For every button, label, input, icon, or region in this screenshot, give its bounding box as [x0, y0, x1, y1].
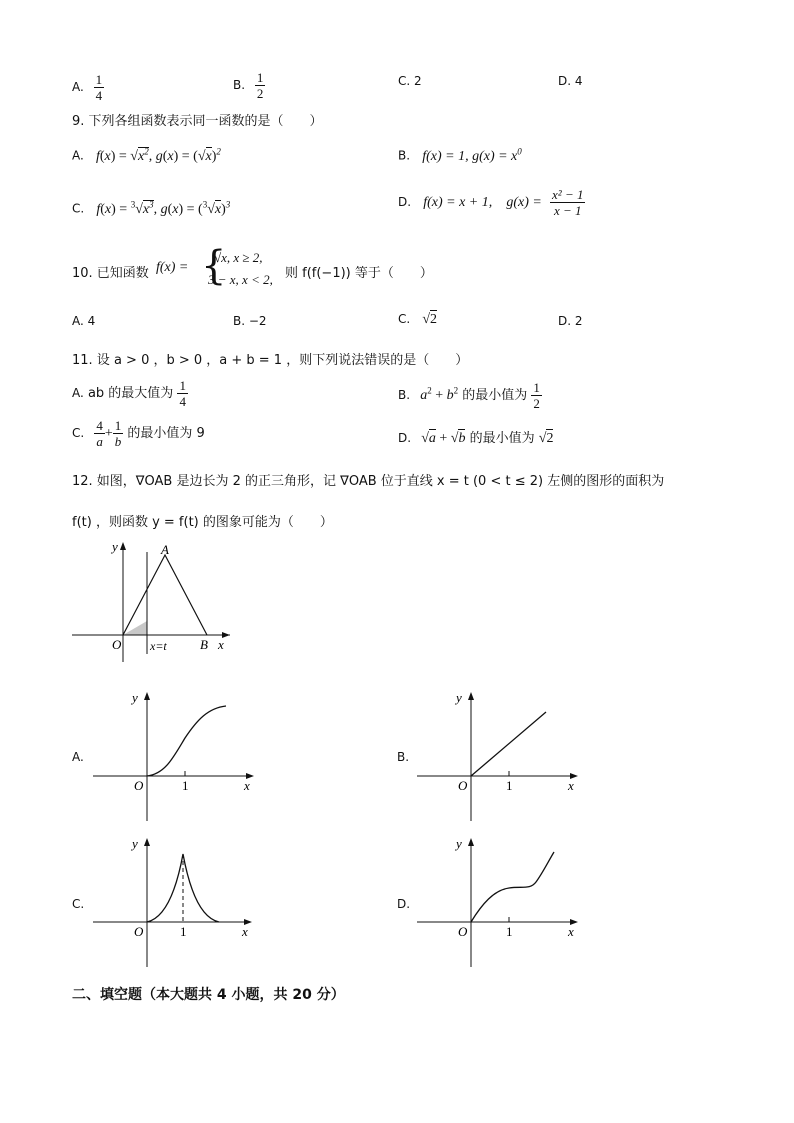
- q11-option-b: B. $a^2 + b^2$ 的最小值为 $\frac{1}{2}$: [398, 380, 540, 411]
- q9-option-b: B. f(x) = 1, $g(x) = x^0$: [398, 146, 522, 164]
- fig-label-a: A: [161, 542, 169, 557]
- q10-option-c: C. √2: [398, 312, 438, 327]
- label-y: y: [132, 690, 138, 705]
- label-1: 1: [506, 778, 513, 793]
- fig-label-b: B: [200, 637, 208, 652]
- q8-option-a: A. $\frac{1}{4}$: [72, 72, 103, 103]
- q9-stem: 9. 下列各组函数表示同一函数的是（ ）: [72, 114, 323, 129]
- fig-label-y: y: [112, 539, 118, 554]
- q12-option-a-label: A.: [72, 750, 84, 764]
- fig-label-line: x=t: [150, 639, 167, 653]
- y-axis-arrow-icon: [468, 692, 474, 700]
- q10-option-d: D. 2: [558, 314, 583, 328]
- y-axis-arrow-icon: [120, 542, 126, 550]
- q11-option-a: A. ab 的最大值为 $\frac{1}{4}$: [72, 378, 186, 409]
- q8-option-c: C. 2: [398, 74, 422, 88]
- q10-fx: f(x) =: [156, 260, 189, 275]
- q12-triangle-figure: [68, 538, 238, 663]
- section-2-heading: 二、填空题（本大题共 4 小题，共 20 分）: [72, 987, 345, 1003]
- q10-option-a: A. 4: [72, 314, 96, 328]
- q12-option-c-label: C.: [72, 897, 85, 911]
- q12-option-b-label: B.: [397, 750, 410, 764]
- curve-d: [471, 852, 554, 922]
- q12-graph-b: [414, 686, 584, 826]
- q12-stem-2: f(t) ，则函数 y = f(t) 的图象可能为（ ）: [72, 515, 333, 530]
- y-axis-arrow-icon: [468, 838, 474, 846]
- q8-option-b: B. $\frac{1}{2}$: [233, 70, 264, 101]
- fig-label-o: O: [112, 637, 122, 652]
- label-x: x: [242, 924, 248, 939]
- q10-case-2: 3 − x, x < 2,: [208, 272, 273, 287]
- q12-graph-a: [90, 686, 260, 826]
- q10-brace: {: [201, 243, 227, 289]
- label-1: 1: [182, 778, 189, 793]
- q12-option-d-label: D.: [397, 897, 411, 911]
- curve-a: [147, 706, 226, 776]
- label-x: x: [244, 778, 250, 793]
- q9-option-c: C. $f(x) = ^3√x^3$, $g(x) = (^3√x)^3$: [72, 199, 231, 217]
- q9-option-a: A. $f(x) = √x^2$, $g(x) = (√x)^2$: [72, 146, 221, 164]
- q11-option-d: D. √a + √b 的最小值为 √2: [398, 431, 554, 446]
- label-y: y: [132, 836, 138, 851]
- q10-tail: 则 f(f(−1)) 等于（ ）: [285, 266, 433, 281]
- q9-option-d: D. f(x) = x + 1, g(x) = $\frac{\text{x² − 1}}{x - 1}$: [398, 187, 584, 218]
- label-o: O: [458, 778, 468, 793]
- line-b: [471, 712, 546, 776]
- q11-option-c: C. $\frac{4}{a}$ + $\frac{1}{b}$ 的最小值为 9: [72, 418, 205, 449]
- q12-graph-d: [414, 832, 584, 972]
- q10-case-1: √x, x ≥ 2,: [214, 250, 263, 265]
- fig-label-x: x: [218, 637, 224, 652]
- q8-option-d: D. 4: [558, 74, 583, 88]
- label-1: 1: [180, 924, 187, 939]
- label-x: x: [568, 924, 574, 939]
- label-o: O: [458, 924, 468, 939]
- label-y: y: [456, 690, 462, 705]
- label-y: y: [456, 836, 462, 851]
- q10-option-b: B. −2: [233, 314, 267, 328]
- label-o: O: [134, 924, 144, 939]
- triangle-oab: [123, 555, 207, 635]
- q12-stem: 12. 如图，∇OAB 是边长为 2 的正三角形，记 ∇OAB 位于直线 x = t (0 < t ≤ 2) 左侧的图形的面积为: [72, 474, 665, 489]
- y-axis-arrow-icon: [144, 692, 150, 700]
- q12-graph-c: [90, 832, 260, 972]
- y-axis-arrow-icon: [144, 838, 150, 846]
- q11-stem: 11. 设 a > 0 ，b > 0 ，a + b = 1 ，则下列说法错误的是（ ）: [72, 353, 469, 368]
- label-x: x: [568, 778, 574, 793]
- q10-stem: 10. 已知函数: [72, 266, 149, 281]
- label-o: O: [134, 778, 144, 793]
- label-1: 1: [506, 924, 513, 939]
